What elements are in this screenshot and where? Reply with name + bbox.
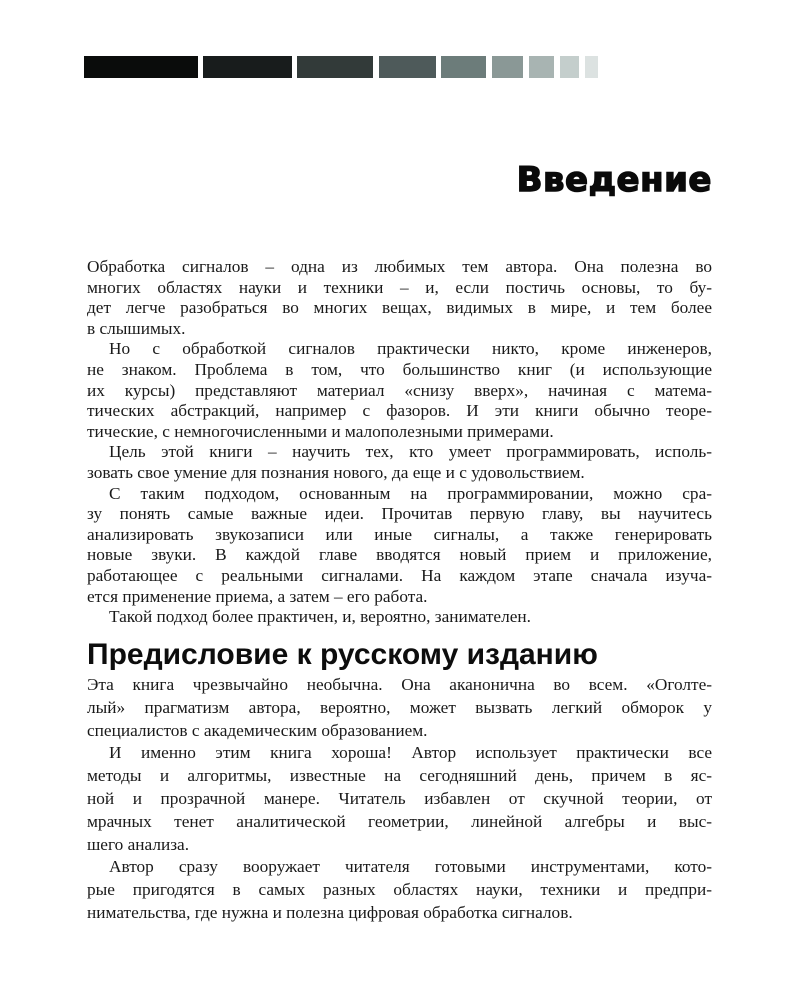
text-line: рые пригодятся в самых разных областях науки, техники и предпри- (87, 880, 712, 900)
text-line: методы и алгоритмы, известные на сегодняшний день, причем в яс- (87, 766, 712, 786)
paragraph (87, 484, 712, 608)
text-line: Цель этой книги – научить тех, кто умеет программировать, исполь- (109, 442, 712, 462)
header-bar-segment (585, 56, 598, 78)
text-line: лый» прагматизм автора, вероятно, может вызвать легкий обморок у (87, 697, 712, 717)
text-line: тические, с немногочисленными и малополезными примерами. (87, 421, 554, 441)
text-line: работающее с реальными сигналами. На каждом этапе сначала изуча- (87, 565, 712, 585)
text-line: в слышимых. (87, 318, 186, 338)
text-line: Эта книга чрезвычайно необычна. Она аканонична во всем. «Оголте- (87, 675, 712, 694)
text-line: Автор сразу вооружает читателя готовыми инструментами, кото- (109, 857, 712, 877)
chapter-title: Введение (516, 160, 712, 200)
text-line: зу понять самые важные идеи. Прочитав первую главу, вы научитесь (87, 504, 712, 524)
text-line: ется применение приема, а затем – его работа. (87, 586, 428, 606)
header-bar-segment (492, 56, 523, 78)
text-line: Такой подход более практичен, и, вероятно, занимателен. (109, 607, 531, 627)
header-bar-segment (529, 56, 554, 78)
text-line: тических абстракций, например с фазоров. И эти книги обычно теоре- (87, 401, 712, 421)
paragraph (87, 607, 712, 628)
preface-text (87, 674, 712, 925)
text-line: дет легче разобраться во многих вещах, видимых в мире, и тем более (87, 298, 712, 318)
text-line: анализировать звукозаписи или иные сигналы, а также генерировать (87, 524, 712, 544)
text-line: Но с обработкой сигналов практически никто, кроме инженеров, (109, 339, 712, 359)
header-bar-segment (203, 56, 292, 78)
paragraph (87, 257, 712, 339)
introduction-text (87, 257, 712, 628)
text-line: С таким подходом, основанным на программировании, можно сра- (109, 483, 712, 503)
header-bar-segment (560, 56, 579, 78)
section-title: Предисловие к русскому изданию (87, 638, 598, 671)
text-line: И именно этим книга хороша! Автор использует практически все (109, 743, 712, 763)
text-line: новые звуки. В каждой главе вводятся новый прием и приложение, (87, 545, 712, 565)
header-bar-segment (84, 56, 198, 78)
paragraph (87, 742, 712, 856)
text-line: нимательства, где нужна и полезна цифровая обработка сигналов. (87, 902, 573, 922)
header-bar-segment (441, 56, 486, 78)
text-line: ной и прозрачной манере. Читатель избавлен от скучной теории, от (87, 788, 712, 808)
text-line: не знаком. Проблема в том, что большинство книг (и использующие (87, 359, 712, 379)
text-line: их курсы) представляют материал «снизу вверх», начиная с матема- (87, 380, 712, 400)
text-line: шего анализа. (87, 834, 190, 854)
text-line: многих областях науки и техники – и, если постичь основы, то бу- (87, 277, 712, 297)
text-line: зовать свое умение для познания нового, да еще и с удовольствием. (87, 462, 585, 482)
text-line: мрачных тенет аналитической геометрии, линейной алгебры и выс- (87, 811, 712, 831)
paragraph (87, 856, 712, 924)
header-bar-segment (297, 56, 373, 78)
header-bar-segment (379, 56, 436, 78)
text-line: специалистов с академическим образованием. (87, 720, 428, 740)
paragraph (87, 339, 712, 442)
paragraph (87, 674, 712, 742)
text-line: Обработка сигналов – одна из любимых тем автора. Она полезна во (87, 257, 712, 276)
paragraph (87, 442, 712, 483)
